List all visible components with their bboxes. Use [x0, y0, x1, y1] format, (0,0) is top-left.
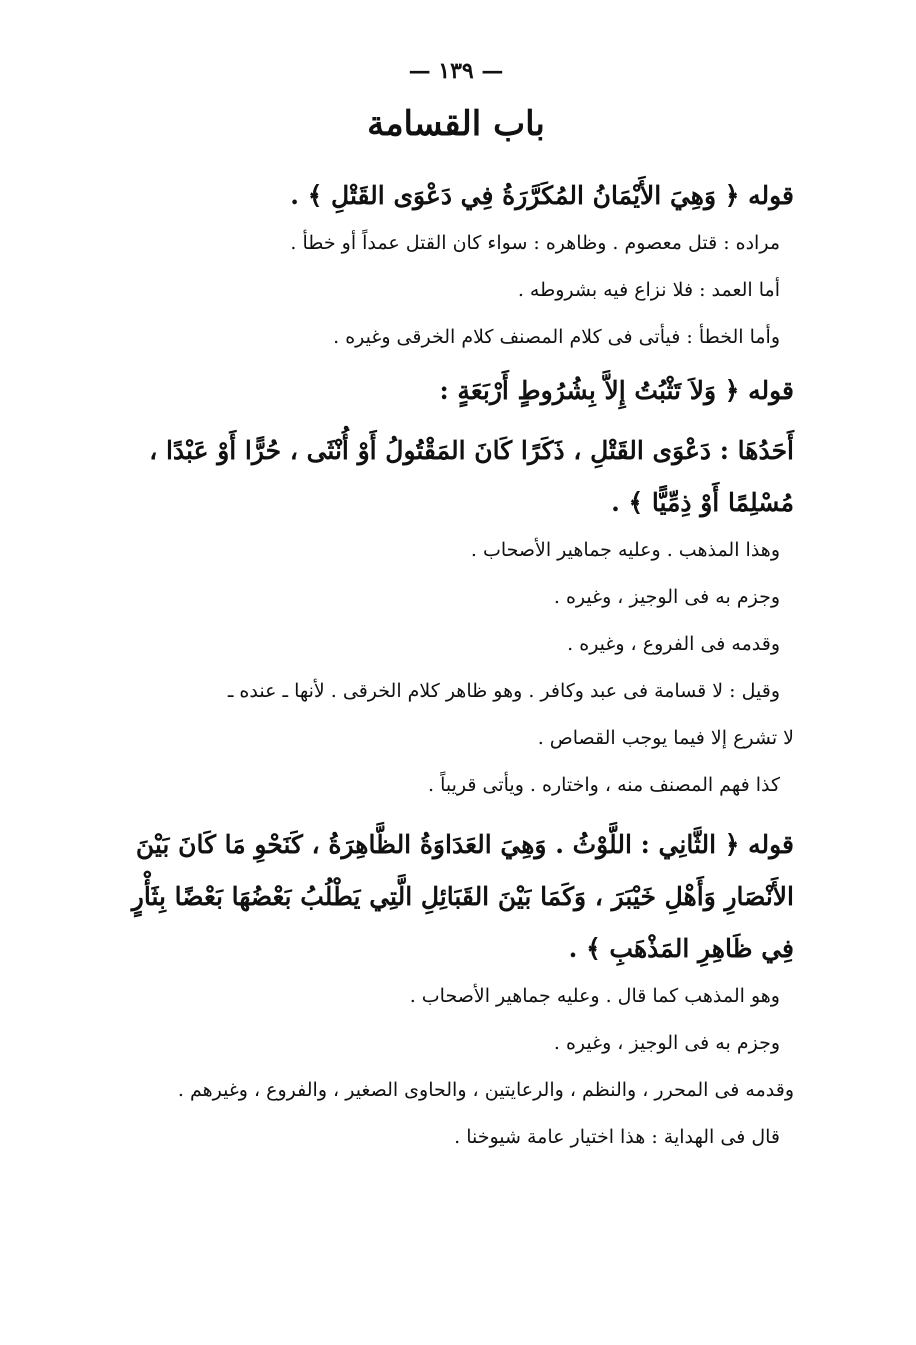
commentary-paragraph: وأما الخطأ : فيأتى فى كلام المصنف كلام الخرقى وغيره .: [333, 326, 780, 348]
quoted-text: قوله ﴿ الثَّانِي : اللَّوْثُ . وَهِيَ العَدَاوَةُ الظَّاهِرَةُ ، كَنَحْوِ مَا كَانَ بَيْنَ الأَنْصَارِ وَأَهْلِ خَيْبَرَ ، وَكَمَا بَيْنَ القَبَائِلِ الَّتِي يَطْلُبُ بَعْضُهَا بَعْضًا بِثَأْرٍ فِي ظَاهِرِ المَذْهَبِ ﴾ .: [131, 830, 794, 963]
commentary-paragraph: مراده : قتل معصوم . وظاهره : سواء كان القتل عمداً أو خطأ .: [290, 232, 780, 254]
commentary-paragraph: أما العمد : فلا نزاع فيه بشروطه .: [517, 279, 780, 301]
chapter-title: باب القسامة: [367, 104, 545, 144]
commentary-paragraph: لا تشرع إلا فيما يوجب القصاص .: [537, 727, 794, 749]
commentary-paragraph: وهو المذهب كما قال . وعليه جماهير الأصحاب .: [409, 985, 780, 1007]
commentary-paragraph: كذا فهم المصنف منه ، واختاره . ويأتى قريباً .: [428, 774, 780, 796]
commentary-paragraph: وقيل : لا قسامة فى عبد وكافر . وهو ظاهر كلام الخرقى . لأنها ـ عنده ـ: [227, 680, 780, 702]
commentary-paragraph: وهذا المذهب . وعليه جماهير الأصحاب .: [470, 539, 780, 561]
commentary-paragraph: وقدمه فى المحرر ، والنظم ، والرعايتين ، والحاوى الصغير ، والفروع ، وغيرهم .: [177, 1079, 794, 1101]
quoted-text: قوله ﴿ وَلاَ تَثْبُتُ إِلاَّ بِشُرُوطٍ أَرْبَعَةٍ :: [439, 376, 794, 405]
commentary-paragraph: وجزم به فى الوجيز ، وغيره .: [553, 1032, 780, 1054]
quoted-text: قوله ﴿ وَهِيَ الأَيْمَانُ المُكَرَّرَةُ فِي دَعْوَى القَتْلِ ﴾ .: [290, 181, 794, 210]
commentary-paragraph: وجزم به فى الوجيز ، وغيره .: [553, 586, 780, 608]
commentary-paragraph: وقدمه فى الفروع ، وغيره .: [567, 633, 780, 655]
quoted-text: أَحَدُهَا : دَعْوَى القَتْلِ ، ذَكَرًا كَانَ المَقْتُولُ أَوْ أُنْثَى ، حُرًّا أَوْ عَبْدًا ، مُسْلِمًا أَوْ ذِمِّيًّا ﴾ .: [149, 436, 794, 517]
page-number: — ١٣٩ —: [408, 58, 504, 84]
commentary-paragraph: قال فى الهداية : هذا اختيار عامة شيوخنا .: [454, 1126, 780, 1148]
